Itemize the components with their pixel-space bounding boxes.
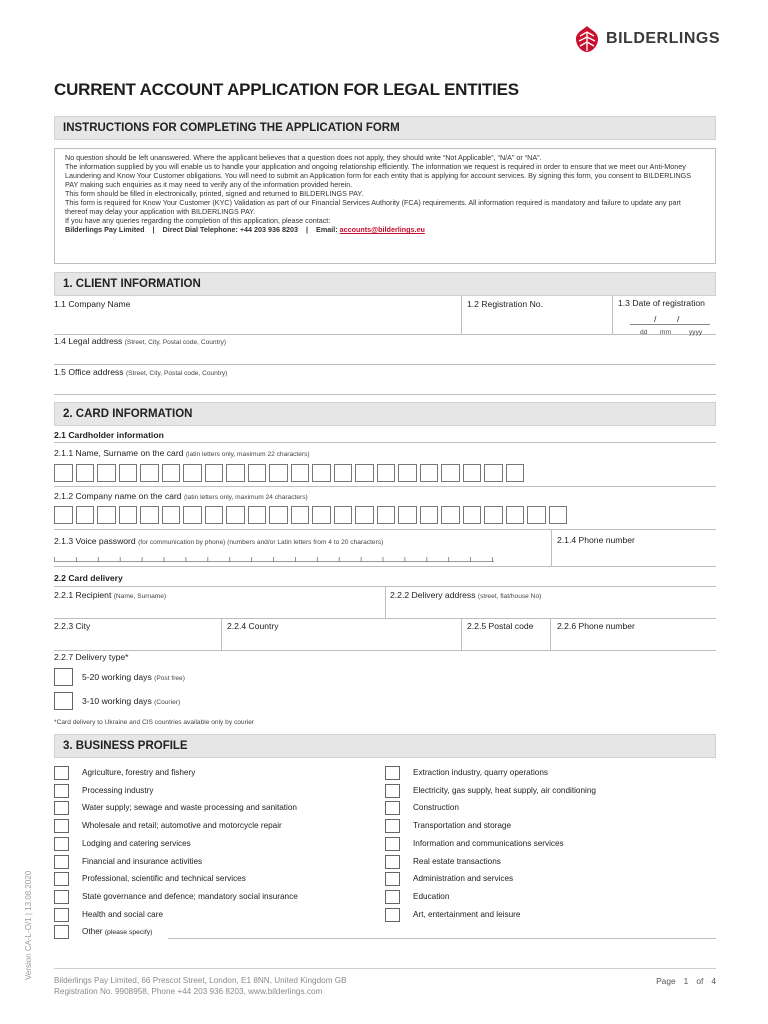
divider xyxy=(54,442,716,443)
business-profile-label: Art, entertainment and leisure xyxy=(413,909,521,919)
business-profile-label: State governance and defence; mandatory social insurance xyxy=(82,891,298,901)
divider xyxy=(54,486,716,487)
page-number xyxy=(648,976,716,986)
page-current: 1 xyxy=(683,976,689,986)
business-profile-checkbox[interactable] xyxy=(54,837,69,851)
business-profile-label: Information and communications services xyxy=(413,838,564,848)
business-profile-label: Construction xyxy=(413,803,459,813)
name-on-card-label: 2.1.1 Name, Surname on the card (latin letters only, maximum 22 characters) xyxy=(54,448,310,458)
delivery-option-3-10-checkbox[interactable] xyxy=(54,692,73,710)
phone-number-label: 2.1.4 Phone number xyxy=(557,535,635,545)
divider xyxy=(221,619,222,650)
section-client-information: 1. CLIENT INFORMATION xyxy=(54,272,716,296)
character-box[interactable] xyxy=(506,464,525,482)
company-on-card-label: 2.1.2 Company name on the card (latin letters only, maximum 24 characters) xyxy=(54,491,308,501)
business-other-field[interactable] xyxy=(168,938,716,939)
character-box[interactable] xyxy=(420,464,439,482)
office-address-field[interactable] xyxy=(54,394,716,395)
delivery-option-5-20-label: 5-20 working days (Post free) xyxy=(82,672,185,682)
delivery-type-label: 2.2.7 Delivery type* xyxy=(54,652,129,662)
section-business-profile: 3. BUSINESS PROFILE xyxy=(54,734,716,758)
section-card-information: 2. CARD INFORMATION xyxy=(54,402,716,426)
character-box[interactable] xyxy=(312,464,331,482)
character-box[interactable] xyxy=(119,464,138,482)
business-other-label: Other (please specify) xyxy=(82,927,153,936)
instructions-heading: INSTRUCTIONS FOR COMPLETING THE APPLICATION FORM xyxy=(54,116,716,140)
character-box[interactable] xyxy=(76,464,95,482)
business-profile-checkbox[interactable] xyxy=(54,890,69,904)
company-name-label: 1.1 Company Name xyxy=(54,299,131,309)
business-profile-label: Professional, scientific and technical services xyxy=(82,874,246,884)
character-box[interactable] xyxy=(205,506,224,524)
pinecone-logo-icon xyxy=(574,24,600,54)
postal-code-label: 2.2.5 Postal code xyxy=(467,621,534,631)
divider xyxy=(551,530,552,566)
character-box[interactable] xyxy=(205,464,224,482)
business-profile-label: Financial and insurance activities xyxy=(82,856,203,866)
divider xyxy=(461,619,462,650)
business-profile-label: Transportation and storage xyxy=(413,821,512,831)
version-stamp: Version CA-L-O/1 | 13.08.2020 xyxy=(24,870,33,980)
character-box[interactable] xyxy=(527,506,546,524)
character-box[interactable] xyxy=(269,464,288,482)
business-profile-checkbox[interactable] xyxy=(54,855,69,869)
delivery-address-label: 2.2.2 Delivery address (street, flat/house No) xyxy=(390,590,542,600)
business-profile-checkbox[interactable] xyxy=(385,837,400,851)
delivery-note: *Card delivery to Ukraine and CIS countries available only by courier xyxy=(54,719,255,726)
character-box[interactable] xyxy=(420,506,439,524)
contact-email-label: Email: xyxy=(316,225,338,235)
character-box[interactable] xyxy=(97,506,116,524)
contact-email-link[interactable]: accounts@bilderlings.eu xyxy=(339,225,425,235)
character-box[interactable] xyxy=(549,506,568,524)
page-total: 4 xyxy=(711,976,716,986)
instructions-paragraph: If you have any queries regarding the completion of this application, please contact: xyxy=(65,215,331,225)
divider xyxy=(54,529,716,530)
contact-phone: Direct Dial Telephone: +44 203 936 8203 xyxy=(162,225,299,235)
contact-line: Bilderlings Pay Limited | Direct Dial Telephone: +44 203 936 8203 | Email: accounts@bilderlings.eu xyxy=(65,225,425,235)
brand-logo xyxy=(574,24,720,54)
character-box[interactable] xyxy=(54,464,73,482)
date-separator: / xyxy=(677,314,680,324)
character-box[interactable] xyxy=(334,506,353,524)
business-profile-label: Education xyxy=(413,891,450,901)
city-label: 2.2.3 City xyxy=(54,621,91,631)
character-box[interactable] xyxy=(183,464,202,482)
business-profile-checkbox[interactable] xyxy=(54,908,69,922)
recipient-label: 2.2.1 Recipient (Name, Surname) xyxy=(54,590,167,600)
business-profile-checkbox[interactable] xyxy=(385,784,400,798)
character-box[interactable] xyxy=(463,464,482,482)
date-yyyy-hint: yyyy xyxy=(689,329,703,336)
business-profile-checkbox[interactable] xyxy=(385,872,400,886)
character-box[interactable] xyxy=(226,464,245,482)
business-profile-checkbox[interactable] xyxy=(54,872,69,886)
character-box[interactable] xyxy=(334,464,353,482)
contact-company: Bilderlings Pay Limited xyxy=(65,225,145,235)
character-box[interactable] xyxy=(226,506,245,524)
business-profile-checkbox[interactable] xyxy=(385,855,400,869)
character-box[interactable] xyxy=(76,506,95,524)
business-other-checkbox[interactable] xyxy=(54,925,69,939)
business-profile-checkbox[interactable] xyxy=(385,908,400,922)
footer-line: Bilderlings Pay Limited, 66 Prescot Street, London, E1 8NN, United Kingdom GB xyxy=(54,976,347,985)
cardholder-info-label: 2.1 Cardholder information xyxy=(54,430,164,440)
character-box[interactable] xyxy=(506,506,525,524)
voice-password-label: 2.1.3 Voice password (for communication by phone) (numbers and/or Latin letters from 4 to 20 characters) xyxy=(54,536,384,546)
business-profile-label: Electricity, gas supply, heat supply, air conditioning xyxy=(413,785,596,795)
business-profile-checkbox[interactable] xyxy=(385,766,400,780)
character-box[interactable] xyxy=(140,506,159,524)
character-box[interactable] xyxy=(463,506,482,524)
character-box[interactable] xyxy=(355,464,374,482)
character-box[interactable] xyxy=(312,506,331,524)
business-profile-label: Real estate transactions xyxy=(413,856,501,866)
business-profile-label: Water supply; sewage and waste processing and sanitation xyxy=(82,803,297,813)
date-separator: / xyxy=(654,314,657,324)
business-profile-checkbox[interactable] xyxy=(54,766,69,780)
date-of-registration-field[interactable] xyxy=(630,324,710,325)
delivery-option-3-10-label: 3-10 working days (Courier) xyxy=(82,696,181,706)
character-box[interactable] xyxy=(269,506,288,524)
character-box[interactable] xyxy=(248,506,267,524)
footer-address xyxy=(54,975,347,997)
city-field[interactable] xyxy=(54,650,716,651)
character-box[interactable] xyxy=(484,464,503,482)
instructions-paragraph: This form should be filled in electronically, printed, signed and returned to BILDERLINGS PAY. xyxy=(65,188,364,198)
page-title: CURRENT ACCOUNT APPLICATION FOR LEGAL ENTITIES xyxy=(54,80,519,99)
character-box[interactable] xyxy=(377,464,396,482)
legal-address-field[interactable] xyxy=(54,364,716,365)
date-mm-hint: mm xyxy=(660,329,671,336)
delivery-phone-label: 2.2.6 Phone number xyxy=(557,621,635,631)
character-box[interactable] xyxy=(162,464,181,482)
divider xyxy=(550,619,551,650)
company-on-card-boxes[interactable] xyxy=(54,506,567,524)
business-profile-checkbox[interactable] xyxy=(54,784,69,798)
character-box[interactable] xyxy=(441,506,460,524)
footer-divider xyxy=(54,968,716,969)
divider xyxy=(385,587,386,618)
delivery-option-5-20-checkbox[interactable] xyxy=(54,668,73,686)
legal-address-label: 1.4 Legal address (Street, City, Postal code, Country) xyxy=(54,336,227,346)
character-box[interactable] xyxy=(484,506,503,524)
divider xyxy=(54,566,716,567)
business-profile-label: Health and social care xyxy=(82,909,164,919)
character-box[interactable] xyxy=(97,464,116,482)
character-box[interactable] xyxy=(248,464,267,482)
character-box[interactable] xyxy=(140,464,159,482)
office-address-label: 1.5 Office address (Street, City, Postal code, Country) xyxy=(54,367,228,377)
business-profile-checkbox[interactable] xyxy=(385,819,400,833)
character-box[interactable] xyxy=(183,506,202,524)
brand-name: BILDERLINGS xyxy=(606,30,720,47)
character-box[interactable] xyxy=(291,506,310,524)
card-delivery-label: 2.2 Card delivery xyxy=(54,573,123,583)
instructions-paragraph: This form is required for Know Your Customer (KYC) Validation as part of our Financial Services Authority (FCA) requirements. All information required is mandatory and failure to update any part thereof may delay your application with BILDERLINGS PAY. xyxy=(65,198,681,216)
character-box[interactable] xyxy=(398,506,417,524)
date-dd-hint: dd xyxy=(640,329,648,336)
company-name-field[interactable] xyxy=(54,334,716,335)
character-box[interactable] xyxy=(54,506,73,524)
page-of: of xyxy=(696,976,704,986)
character-box[interactable] xyxy=(441,464,460,482)
recipient-field[interactable] xyxy=(54,618,716,619)
character-box[interactable] xyxy=(119,506,138,524)
instructions-box xyxy=(54,148,716,264)
business-profile-checkbox[interactable] xyxy=(54,801,69,815)
instructions-paragraph: No question should be left unanswered. Where the applicant believes that a question does not apply, they should write “Not Applicable”, “N/A” or “NA”. xyxy=(65,153,542,162)
business-profile-label: Administration and services xyxy=(413,874,514,884)
divider xyxy=(612,296,613,334)
page-label: Page xyxy=(656,976,676,986)
business-profile-label: Processing industry xyxy=(82,785,154,795)
character-box[interactable] xyxy=(377,506,396,524)
business-profile-checkbox[interactable] xyxy=(385,801,400,815)
instructions-paragraph: The information supplied by you will enable us to handle your application and ongoing relationship efficiently. The information we request is required in order to ensure that we meet our Anti-Money Laundering and Know Your Customer obligations. You will need to submit an Application form for each entity that is applying for account services. By signing this form, you consent to BILDERLINGS PAY making such enquiries as it may need to verify any of the information provided herein. xyxy=(65,162,692,189)
character-box[interactable] xyxy=(355,506,374,524)
registration-no-label: 1.2 Registration No. xyxy=(467,299,543,309)
business-profile-label: Wholesale and retail; automotive and motorcycle repair xyxy=(82,821,282,831)
business-profile-checkbox[interactable] xyxy=(385,890,400,904)
character-box[interactable] xyxy=(162,506,181,524)
business-profile-label: Extraction industry, quarry operations xyxy=(413,768,549,777)
business-profile-checkbox[interactable] xyxy=(54,819,69,833)
character-box[interactable] xyxy=(398,464,417,482)
country-label: 2.2.4 Country xyxy=(227,621,279,631)
voice-password-field[interactable] xyxy=(54,557,494,562)
date-of-registration-label: 1.3 Date of registration xyxy=(618,298,705,308)
footer-line: Registration No. 9908958, Phone +44 203 936 8203, www.bilderlings.com xyxy=(54,987,323,996)
divider xyxy=(461,296,462,334)
character-box[interactable] xyxy=(291,464,310,482)
business-profile-label: Lodging and catering services xyxy=(82,838,191,848)
name-on-card-boxes[interactable] xyxy=(54,464,524,482)
business-profile-label: Agriculture, forestry and fishery xyxy=(82,768,196,777)
